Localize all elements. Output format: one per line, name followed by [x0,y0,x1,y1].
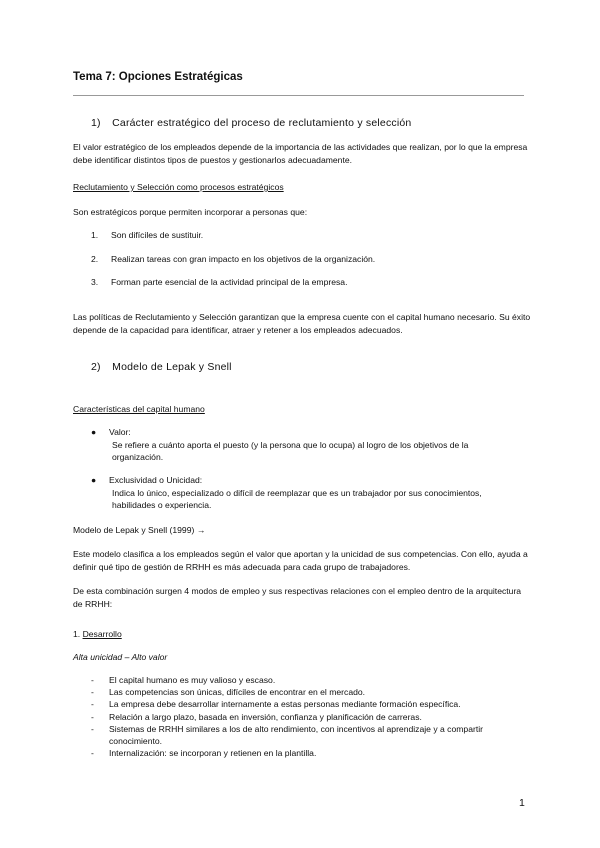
model-reference: Modelo de Lepak y Snell (1999) → [73,525,206,535]
list-item: 3. Forman parte esencial de la actividad principal de la empresa. [91,277,348,287]
mode-label: Desarrollo [82,629,122,639]
section-label: Carácter estratégico del proceso de reclutamiento y selección [112,117,412,129]
bullet-item: ● Exclusividad o Unicidad: Indica lo único, especializado o difícil de reemplazar que es un trabajador por sus conocimientos, habilidades o experiencia. [91,475,482,510]
paragraph-model-description: Este modelo clasifica a los empleados según el valor que aportan y la unicidad de sus competencias. Con ello, ayuda a definir qué tipo de gestión de RRHH es más adecuada para cada grupo de trabajadores. [73,549,528,572]
list-item: 1. Son difíciles de sustituir. [91,230,204,240]
bullet-icon: ● [91,475,97,485]
bullet-icon: ● [91,427,97,437]
list-item: - Las competencias son únicas, difíciles de encontrar en el mercado. [91,687,366,698]
mode-characteristics-list [91,674,521,759]
mode-heading [73,628,533,641]
list-item: - Sistemas de RRHH similares a los de alto rendimiento, con incentivos al aprendizaje y a compartir conocimiento. [91,723,483,747]
list-item: - Relación a largo plazo, basada en inversión, confianza y planificación de carreras. [91,711,422,722]
mode-number: 1. [73,629,81,639]
page-title: Tema 7: Opciones Estratégicas [73,71,243,83]
title-divider [73,95,524,96]
section-label: Modelo de Lepak y Snell [112,361,232,373]
list-item: 2. Realizan tareas con gran impacto en los objetivos de la organización. [91,254,376,264]
list-item: - La empresa debe desarrollar internamente a estas personas mediante formación específica. [91,699,461,710]
list-item: - El capital humano es muy valioso y escaso. [91,675,276,685]
section-number: 1) [91,117,101,129]
paragraph-policies: Las políticas de Reclutamiento y Selección garantizan que la empresa cuente con el capital humano necesario. Su éxito depende de la capacidad para identificar, atraer y retener a los empleados adecuados. [73,312,531,335]
list-item: - Internalización: se incorporan y retienen en la plantilla. [91,748,317,759]
bullet-item: ● Valor: Se refiere a cuánto aporta el puesto (y la persona que lo ocupa) al logro de los objetivos de la organización. [91,427,469,462]
page-number: 1 [519,797,525,809]
section-number: 2) [91,361,101,373]
mode-subtitle: Alta unicidad – Alto valor [73,652,168,662]
subheading-human-capital: Características del capital humano [73,404,205,414]
paragraph-strategic-value: El valor estratégico de los empleados depende de la importancia de las actividades que realizan, por lo que la empresa debe identificar distintos tipos de puestos y gestionarlos adecuadamente. [73,142,528,165]
paragraph-combination: De esta combinación surgen 4 modos de empleo y sus respectivas relaciones con el empleo dentro de la arquitectura de RRHH: [73,586,522,609]
subheading-recruitment: Reclutamiento y Selección como procesos estratégicos [73,182,284,192]
section-heading-2 [91,361,232,373]
section-heading-1 [91,117,411,129]
intro-text: Son estratégicos porque permiten incorporar a personas que: [73,207,308,217]
